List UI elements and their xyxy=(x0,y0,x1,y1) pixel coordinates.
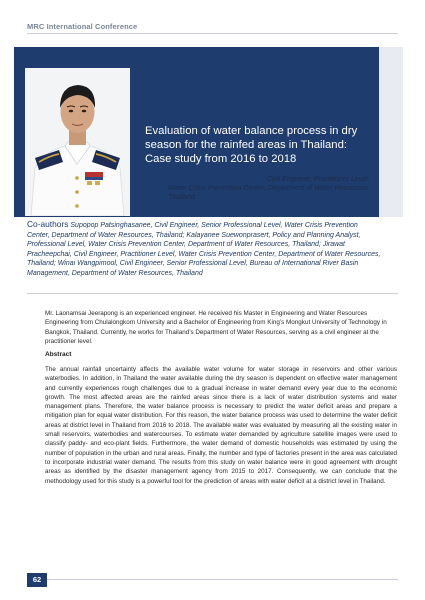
footer-divider xyxy=(47,579,398,580)
author-info-block xyxy=(14,172,379,217)
section-divider xyxy=(27,293,398,294)
abstract-heading: Abstract xyxy=(45,351,72,358)
author-name: Mr. Laonamsai Jeerapong, xyxy=(168,174,265,183)
coauthors-list: Supopop Patsinghasanee, Civil Engineer, Senior Professional Level, Water Crisis Prevention Center, Department of Water Resources, Thailand; Kalayanee Suewonprasert, Policy and Planning Analyst, Professional Level, Water Crisis Prevention Center, Department of Water Resources, Thailand; Jirawat Pracheepchai, Civil Engineer, Practitioner Level, Water Crisis Prevention Center, Department of Water Resources, Thailand; Winai Wangpimool, Civil Engineer, Senior Professional Level, Bureau of International River Basin Management, Department of Water Resources, Thailand xyxy=(27,222,381,277)
conference-title: MRC International Conference xyxy=(27,22,138,31)
coauthors-label: Co-authors xyxy=(27,219,69,229)
presentation-title: Evaluation of water balance process in dry season for the rainfed areas in Thailand: Case study from 2016 to 2018 xyxy=(145,125,358,165)
author-bio: Mr. Laonamsai Jeerapong is an experienced engineer. He received his Master in Engineering and Water Resources Engineering from Chulalongkorn University and a Bachelor of Engineering from King’s Mongkut University of Technology in Bangkok, Thailand. Currently, he works for Thailand’s Department of Water Resources, serving as a civil engineer at the practitioner level. xyxy=(45,310,387,345)
header-divider xyxy=(27,33,398,34)
author-details xyxy=(168,174,383,202)
page-number: 62 xyxy=(27,573,47,587)
coauthors-section xyxy=(27,220,381,279)
abstract-text: The annual rainfall uncertainty affects the available water volume for water storage in reservoirs and other various waterbodies. In addition, in Thailand the water available during the dry season is dependent on effective water management and currently experiences rough challenges due to a gradual increase in water demand every year due to the economic growth. The most affected areas are the rainfed areas since there is a lack of water distribution systems and water management plans. Therefore, the water balance process is necessary to predict the water deficit areas and prepare a mitigation plan for equal water distribution. For this reason, the water balance process was used to determine the water deficit areas at district level in Thailand from 2016 to 2018. The available water was evaluated by measuring all the existing water in small reservoirs, waterbodies and watercourses. To estimate water demanded by agriculture satellite images were used to classify paddy- and eco-plant fields. Furthermore, the water demand of domestic households was estimated by using the number of population in the urban and rural areas. Finally, the number and type of factories present in the area was calculated to incorporate industrial water demand. The results from this study on water balance were in good agreement with drought areas as identified by the disaster management agency from 2015 to 2017. Consequently, we can conclude that the methodology used for this study is a powerful tool for the prediction of areas with water deficit at a district level in Thailand. xyxy=(45,366,397,485)
author-role: Civil Engineer, Practitioner Level, Water Crisis Prevention Center, Department of Water Resources, Thailand xyxy=(168,176,371,201)
